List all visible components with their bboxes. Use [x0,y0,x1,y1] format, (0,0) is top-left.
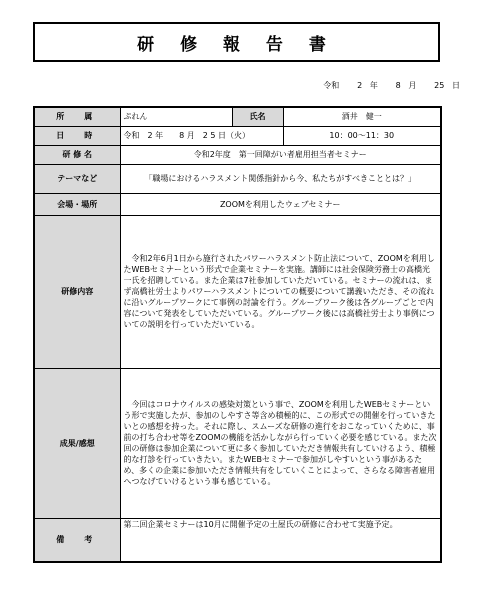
affiliation-label: 所 属 [34,107,120,126]
report-table [33,106,442,563]
datetime-date: 令和 2 年 8 月 2 5 日（火） [120,126,283,145]
date-day-unit: 日 [452,81,460,90]
row-result [34,368,441,518]
result-value: 今回はコロナウイルスの感染対策という事で、ZOOMを利用したWEBセミナーという形で実施したが、参加のしやすさ等含め積極的に、この形式での開催を行っていきたいとの感想を持った。それに際し、スムーズな研修の進行をおこなっていくために、事前の打ち合わせ等をZOOMの機能を活かしながら行っていく必要を感じている。また次回の研修は参加企業について更に多く参加していただき情報共有していけるよう、積極的な打診を行っていきたい。またWEBセミナーで参加がしやすいという事があるため、多くの企業に参加いただき情報共有をしていくことによって、さらなる障害者雇用へつなげていけるという事も感じている。 [120,368,441,518]
remarks-label: 備 考 [34,518,120,562]
training-label: 研 修 名 [34,145,120,164]
venue-label: 会場・場所 [34,193,120,215]
row-content [34,215,441,368]
title-box [33,22,440,62]
theme-label: テーマなど [34,164,120,193]
date-month: 8 [395,81,401,90]
name-value: 酒井 健一 [283,107,441,126]
content-value: 令和2年6月1日から施行されたパワーハラスメント防止法について、ZOOMを利用したWEBセミナーという形式で企業セミナーを実施。講師には社会保険労務士の高橋光一氏を招聘している。また企業は7社参加していただいている。セミナーの流れは、まず高橋社労士よりパワーハラスメントについての概要について講義いただき、その流れに沿いグループワークにて事例の討論を行う。グループワーク後は各グループごとで内容について発表をしていただいている。グループワーク後には高橋社労士より事例についての説明を行っていただいている。 [120,215,441,368]
row-training [34,145,441,164]
training-value: 令和2年度 第一回障がい者雇用担当者セミナー [120,145,441,164]
row-remarks [34,518,441,562]
date-year-unit: 年 [369,81,378,90]
row-affiliation [34,107,441,126]
date-year: 2 [357,81,363,90]
row-venue [34,193,441,215]
report-date [0,80,460,91]
content-label: 研修内容 [34,215,120,368]
row-theme [34,164,441,193]
datetime-time: 10：00～11：30 [283,126,441,145]
date-era: 令和 [323,81,340,90]
document-title: 研 修 報 告 書 [137,34,336,55]
date-month-unit: 月 [408,81,417,90]
row-datetime [34,126,441,145]
name-label: 氏名 [232,107,283,126]
result-label: 成果/感想 [34,368,120,518]
date-day: 25 [434,81,445,90]
datetime-label: 日 時 [34,126,120,145]
theme-value: 「職場におけるハラスメント関係指針から今、私たちがすべきこととは？」 [120,164,441,193]
affiliation-value: ぷれん [120,107,232,126]
remarks-value: 第二回企業セミナーは10月に開催予定の土屋氏の研修に合わせて実施予定。 [120,518,441,562]
venue-value: ZOOMを利用したウェブセミナー [120,193,441,215]
